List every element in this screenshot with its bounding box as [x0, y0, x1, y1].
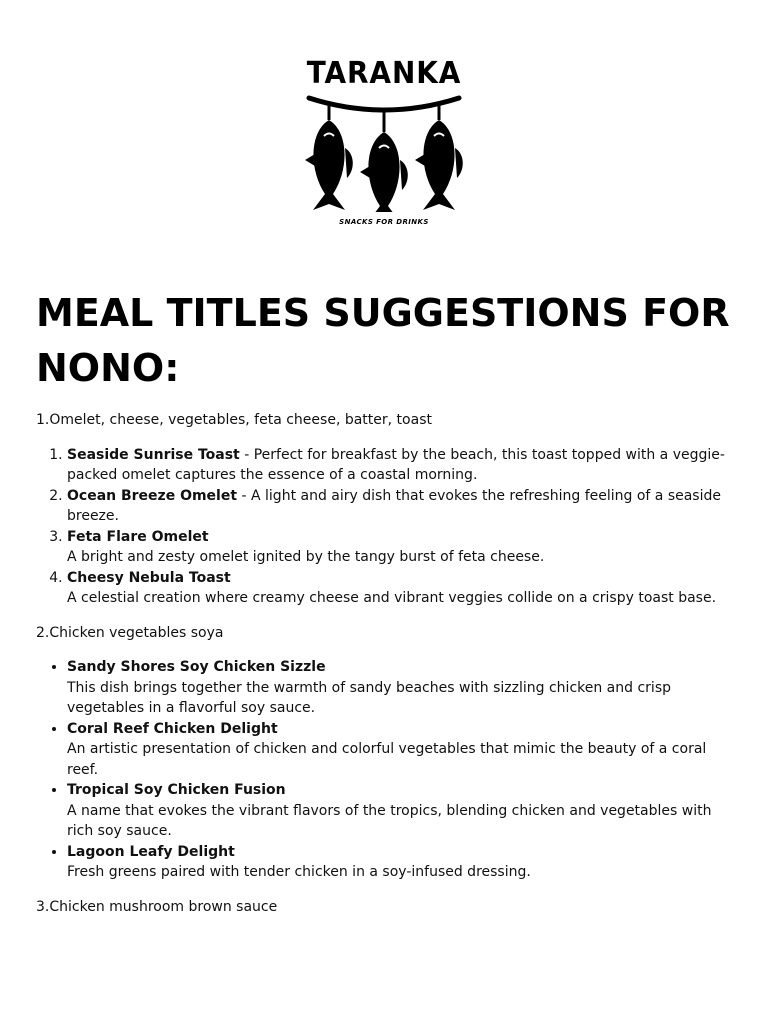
section-heading-3: 3.Chicken mushroom brown sauce	[36, 898, 278, 915]
logo-brand-text: TARANKA	[306, 56, 462, 91]
list-item	[67, 780, 736, 842]
logo-tagline: SNACKS FOR DRINKS	[339, 218, 429, 226]
meal-list-2	[36, 657, 736, 883]
meal-list-1	[36, 445, 736, 609]
meal-title: Lagoon Leafy Delight	[67, 843, 235, 860]
meal-title: Sandy Shores Soy Chicken Sizzle	[67, 659, 326, 675]
meal-title: Tropical Soy Chicken Fusion	[67, 782, 286, 798]
meal-title: Feta Flare Omelet	[67, 528, 209, 545]
list-item	[67, 568, 736, 609]
document-body	[36, 410, 736, 917]
meal-description: A bright and zesty omelet ignited by the tangy burst of feta cheese.	[67, 549, 545, 565]
list-item	[67, 527, 736, 568]
meal-description: An artistic presentation of chicken and colorful vegetables that mimic the beauty of a coral reef.	[67, 741, 707, 778]
taranka-logo	[0, 56, 768, 226]
meal-description: A name that evokes the vibrant flavors of the tropics, blending chicken and vegetables with rich soy sauce.	[67, 802, 712, 839]
meal-description: A celestial creation where creamy cheese and vibrant veggies collide on a crispy toast base.	[67, 590, 717, 606]
list-item: 1. Seaside Sunrise Toast - Perfect for breakfast by the beach, this toast topped with a veggie-packed omelet captures the essence of a coastal morning.	[67, 445, 736, 486]
hanging-fish-icon	[299, 92, 469, 212]
section-heading-2: 2.Chicken vegetables soya	[36, 624, 224, 641]
section-heading-1: 1.Omelet, cheese, vegetables, feta cheese, batter, toast	[36, 412, 432, 428]
list-item	[67, 719, 736, 781]
list-item: 2. Ocean Breeze Omelet - A light and airy dish that evokes the refreshing feeling of a seaside breeze.	[67, 486, 736, 527]
meal-title: Seaside Sunrise Toast	[67, 446, 240, 463]
meal-title: Ocean Breeze Omelet	[67, 487, 238, 504]
list-item	[67, 657, 736, 719]
list-item	[67, 842, 736, 883]
meal-description: Perfect for breakfast by the beach, this toast topped with a veggie-packed omelet captures the essence of a coastal morning.	[67, 446, 725, 483]
meal-title: Cheesy Nebula Toast	[67, 569, 231, 586]
meal-description: A light and airy dish that evokes the refreshing feeling of a seaside breeze.	[67, 487, 721, 524]
meal-description: Fresh greens paired with tender chicken in a soy-infused dressing.	[67, 864, 531, 880]
meal-title: Coral Reef Chicken Delight	[67, 720, 278, 737]
page-title: MEAL TITLES SUGGESTIONS FOR NONO:	[36, 291, 730, 390]
meal-description: This dish brings together the warmth of sandy beaches with sizzling chicken and crisp vegetables in a flavorful soy sauce.	[67, 679, 671, 716]
